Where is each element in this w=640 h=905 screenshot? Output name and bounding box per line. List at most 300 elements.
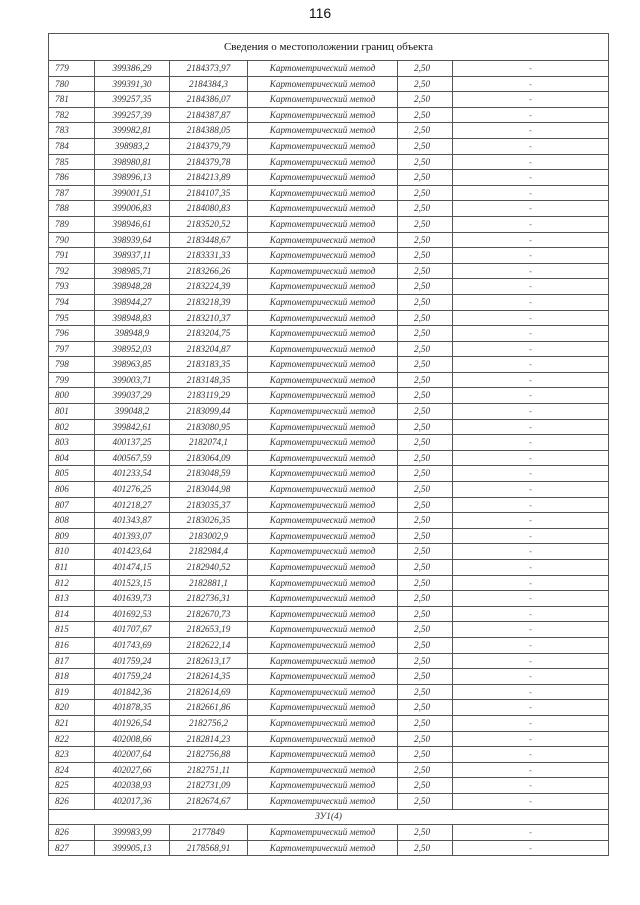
cell-coord-y: 2184213,89: [170, 170, 248, 186]
table-row: [49, 466, 609, 482]
cell-accuracy: 2,50: [398, 201, 453, 217]
cell-coord-y: 2182622,14: [170, 637, 248, 653]
cell-coord-x: 401218,27: [95, 497, 170, 513]
table-row: [49, 622, 609, 638]
cell-coord-y: 2184387,87: [170, 107, 248, 123]
cell-method: Картометрический метод: [248, 294, 398, 310]
table-row: [49, 715, 609, 731]
cell-accuracy: 2,50: [398, 294, 453, 310]
cell-method: Картометрический метод: [248, 715, 398, 731]
cell-method: Картометрический метод: [248, 700, 398, 716]
table-row: [49, 123, 609, 139]
cell-accuracy: 2,50: [398, 123, 453, 139]
cell-coord-y: 2183266,26: [170, 263, 248, 279]
cell-note: -: [453, 731, 609, 747]
cell-method: Картометрический метод: [248, 279, 398, 295]
cell-note: -: [453, 341, 609, 357]
cell-method: Картометрический метод: [248, 482, 398, 498]
cell-point-number: 799: [49, 372, 95, 388]
cell-coord-x: 399982,81: [95, 123, 170, 139]
cell-note: -: [453, 138, 609, 154]
cell-coord-y: 2182756,2: [170, 715, 248, 731]
cell-method: Картометрический метод: [248, 138, 398, 154]
cell-coord-x: 401233,54: [95, 466, 170, 482]
cell-coord-y: 2178568,91: [170, 840, 248, 856]
cell-note: -: [453, 544, 609, 560]
cell-coord-y: 2182731,09: [170, 778, 248, 794]
table-row: [49, 747, 609, 763]
cell-point-number: 827: [49, 840, 95, 856]
table-row: [49, 216, 609, 232]
cell-method: Картометрический метод: [248, 606, 398, 622]
cell-coord-x: 398948,83: [95, 310, 170, 326]
cell-point-number: 803: [49, 435, 95, 451]
cell-point-number: 817: [49, 653, 95, 669]
cell-point-number: 804: [49, 450, 95, 466]
cell-method: Картометрический метод: [248, 326, 398, 342]
cell-accuracy: 2,50: [398, 466, 453, 482]
cell-coord-x: 399391,30: [95, 76, 170, 92]
cell-coord-y: 2183002,9: [170, 528, 248, 544]
cell-coord-x: 398937,11: [95, 248, 170, 264]
cell-coord-x: 398939,64: [95, 232, 170, 248]
cell-accuracy: 2,50: [398, 216, 453, 232]
cell-method: Картометрический метод: [248, 419, 398, 435]
cell-note: -: [453, 92, 609, 108]
cell-accuracy: 2,50: [398, 591, 453, 607]
table-row: [49, 419, 609, 435]
cell-note: -: [453, 778, 609, 794]
cell-note: -: [453, 216, 609, 232]
cell-coord-y: 2182814,23: [170, 731, 248, 747]
cell-note: -: [453, 622, 609, 638]
table-row: [49, 528, 609, 544]
cell-note: -: [453, 310, 609, 326]
cell-coord-y: 2183331,33: [170, 248, 248, 264]
cell-coord-y: 2182653,19: [170, 622, 248, 638]
cell-point-number: 809: [49, 528, 95, 544]
cell-coord-x: 398985,71: [95, 263, 170, 279]
cell-coord-x: 399257,35: [95, 92, 170, 108]
cell-method: Картометрический метод: [248, 466, 398, 482]
cell-accuracy: 2,50: [398, 404, 453, 420]
cell-accuracy: 2,50: [398, 341, 453, 357]
cell-coord-x: 400137,25: [95, 435, 170, 451]
cell-method: Картометрический метод: [248, 92, 398, 108]
cell-point-number: 812: [49, 575, 95, 591]
cell-note: -: [453, 653, 609, 669]
cell-accuracy: 2,50: [398, 154, 453, 170]
cell-coord-y: 2184373,97: [170, 61, 248, 77]
table-row: [49, 388, 609, 404]
cell-accuracy: 2,50: [398, 388, 453, 404]
cell-note: -: [453, 357, 609, 373]
cell-point-number: 789: [49, 216, 95, 232]
cell-coord-x: 402017,36: [95, 793, 170, 809]
cell-point-number: 781: [49, 92, 95, 108]
table-row: [49, 107, 609, 123]
cell-point-number: 790: [49, 232, 95, 248]
cell-accuracy: 2,50: [398, 450, 453, 466]
table-row: [49, 497, 609, 513]
cell-coord-y: 2182984,4: [170, 544, 248, 560]
cell-coord-y: 2184107,35: [170, 185, 248, 201]
cell-coord-y: 2183048,59: [170, 466, 248, 482]
cell-note: -: [453, 700, 609, 716]
cell-note: -: [453, 388, 609, 404]
table-row: [49, 185, 609, 201]
cell-coord-x: 401639,73: [95, 591, 170, 607]
cell-note: -: [453, 201, 609, 217]
cell-accuracy: 2,50: [398, 513, 453, 529]
cell-method: Картометрический метод: [248, 450, 398, 466]
cell-note: -: [453, 684, 609, 700]
cell-method: Картометрический метод: [248, 435, 398, 451]
cell-method: Картометрический метод: [248, 653, 398, 669]
cell-point-number: 808: [49, 513, 95, 529]
table-row: [49, 170, 609, 186]
cell-method: Картометрический метод: [248, 76, 398, 92]
table-header-row: [49, 34, 609, 61]
cell-method: Картометрический метод: [248, 123, 398, 139]
cell-method: Картометрический метод: [248, 778, 398, 794]
cell-accuracy: 2,50: [398, 684, 453, 700]
table-row: [49, 92, 609, 108]
cell-coord-x: 402008,66: [95, 731, 170, 747]
cell-method: Картометрический метод: [248, 61, 398, 77]
table-row: [49, 513, 609, 529]
cell-accuracy: 2,50: [398, 669, 453, 685]
cell-coord-x: 399048,2: [95, 404, 170, 420]
table-row: [49, 61, 609, 77]
table-row: [49, 700, 609, 716]
cell-point-number: 785: [49, 154, 95, 170]
cell-accuracy: 2,50: [398, 575, 453, 591]
cell-note: -: [453, 637, 609, 653]
cell-note: -: [453, 575, 609, 591]
cell-coord-y: 2183044,98: [170, 482, 248, 498]
cell-coord-x: 398996,13: [95, 170, 170, 186]
cell-point-number: 784: [49, 138, 95, 154]
cell-coord-y: 2183224,39: [170, 279, 248, 295]
cell-coord-y: 2184379,79: [170, 138, 248, 154]
cell-coord-x: 401743,69: [95, 637, 170, 653]
cell-method: Картометрический метод: [248, 372, 398, 388]
cell-note: -: [453, 747, 609, 763]
cell-point-number: 806: [49, 482, 95, 498]
cell-point-number: 786: [49, 170, 95, 186]
cell-point-number: 780: [49, 76, 95, 92]
cell-point-number: 810: [49, 544, 95, 560]
cell-accuracy: 2,50: [398, 61, 453, 77]
cell-method: Картометрический метод: [248, 357, 398, 373]
cell-coord-x: 399001,51: [95, 185, 170, 201]
cell-coord-y: 2183204,75: [170, 326, 248, 342]
cell-method: Картометрический метод: [248, 513, 398, 529]
boundary-table: [48, 33, 609, 856]
cell-note: -: [453, 528, 609, 544]
table-row: [49, 372, 609, 388]
cell-accuracy: 2,50: [398, 170, 453, 186]
cell-note: -: [453, 606, 609, 622]
cell-coord-x: 398983,2: [95, 138, 170, 154]
cell-accuracy: 2,50: [398, 248, 453, 264]
cell-coord-y: 2183204,87: [170, 341, 248, 357]
cell-point-number: 795: [49, 310, 95, 326]
cell-method: Картометрический метод: [248, 154, 398, 170]
cell-coord-y: 2183183,35: [170, 357, 248, 373]
table-row: [49, 263, 609, 279]
cell-coord-x: 399003,71: [95, 372, 170, 388]
cell-accuracy: 2,50: [398, 544, 453, 560]
cell-note: -: [453, 715, 609, 731]
cell-note: -: [453, 372, 609, 388]
cell-point-number: 800: [49, 388, 95, 404]
table-row: [49, 653, 609, 669]
cell-accuracy: 2,50: [398, 700, 453, 716]
cell-note: -: [453, 76, 609, 92]
cell-method: Картометрический метод: [248, 622, 398, 638]
cell-method: Картометрический метод: [248, 544, 398, 560]
cell-accuracy: 2,50: [398, 606, 453, 622]
cell-coord-y: 2182670,73: [170, 606, 248, 622]
cell-method: Картометрический метод: [248, 248, 398, 264]
cell-coord-x: 401423,64: [95, 544, 170, 560]
cell-point-number: 802: [49, 419, 95, 435]
cell-note: -: [453, 419, 609, 435]
table-row: [49, 669, 609, 685]
table-row: [49, 450, 609, 466]
table-row: [49, 684, 609, 700]
cell-method: Картометрический метод: [248, 170, 398, 186]
cell-method: Картометрический метод: [248, 528, 398, 544]
cell-coord-y: 2182751,11: [170, 762, 248, 778]
cell-coord-x: 401926,54: [95, 715, 170, 731]
cell-coord-x: 401523,15: [95, 575, 170, 591]
cell-note: -: [453, 825, 609, 841]
cell-coord-x: 402038,93: [95, 778, 170, 794]
cell-accuracy: 2,50: [398, 138, 453, 154]
cell-accuracy: 2,50: [398, 762, 453, 778]
cell-note: -: [453, 762, 609, 778]
cell-coord-x: 398946,61: [95, 216, 170, 232]
cell-coord-x: 401842,36: [95, 684, 170, 700]
cell-coord-x: 398948,28: [95, 279, 170, 295]
cell-coord-x: 402027,66: [95, 762, 170, 778]
cell-accuracy: 2,50: [398, 310, 453, 326]
cell-note: -: [453, 248, 609, 264]
cell-note: -: [453, 513, 609, 529]
cell-coord-x: 401878,35: [95, 700, 170, 716]
cell-coord-x: 398948,9: [95, 326, 170, 342]
cell-note: -: [453, 591, 609, 607]
table-row: [49, 357, 609, 373]
cell-accuracy: 2,50: [398, 715, 453, 731]
cell-coord-y: 2183064,09: [170, 450, 248, 466]
cell-method: Картометрический метод: [248, 591, 398, 607]
cell-accuracy: 2,50: [398, 747, 453, 763]
section-label: ЗУ1(4): [49, 809, 609, 825]
cell-method: Картометрический метод: [248, 107, 398, 123]
cell-method: Картометрический метод: [248, 825, 398, 841]
cell-point-number: 791: [49, 248, 95, 264]
table-row: [49, 762, 609, 778]
cell-coord-y: 2183218,39: [170, 294, 248, 310]
table-row: [49, 248, 609, 264]
cell-method: Картометрический метод: [248, 232, 398, 248]
table-row: [49, 341, 609, 357]
cell-point-number: 822: [49, 731, 95, 747]
table-row: [49, 778, 609, 794]
cell-accuracy: 2,50: [398, 92, 453, 108]
table-row: [49, 637, 609, 653]
cell-method: Картометрический метод: [248, 497, 398, 513]
cell-coord-x: 398963,85: [95, 357, 170, 373]
cell-method: Картометрический метод: [248, 185, 398, 201]
cell-point-number: 816: [49, 637, 95, 653]
table-row: [49, 154, 609, 170]
cell-method: Картометрический метод: [248, 731, 398, 747]
cell-accuracy: 2,50: [398, 232, 453, 248]
cell-point-number: 821: [49, 715, 95, 731]
cell-note: -: [453, 326, 609, 342]
cell-point-number: 793: [49, 279, 95, 295]
cell-note: -: [453, 793, 609, 809]
cell-coord-y: 2184386,07: [170, 92, 248, 108]
cell-coord-x: 398952,03: [95, 341, 170, 357]
cell-note: -: [453, 404, 609, 420]
cell-accuracy: 2,50: [398, 840, 453, 856]
cell-accuracy: 2,50: [398, 482, 453, 498]
cell-method: Картометрический метод: [248, 388, 398, 404]
page-number: 116: [308, 5, 332, 21]
cell-coord-x: 401759,24: [95, 669, 170, 685]
cell-method: Картометрический метод: [248, 201, 398, 217]
table-row: [49, 76, 609, 92]
table-row: [49, 482, 609, 498]
cell-note: -: [453, 450, 609, 466]
cell-coord-y: 2182881,1: [170, 575, 248, 591]
cell-point-number: 823: [49, 747, 95, 763]
cell-coord-y: 2177849: [170, 825, 248, 841]
cell-point-number: 826: [49, 793, 95, 809]
cell-point-number: 819: [49, 684, 95, 700]
cell-coord-y: 2183210,37: [170, 310, 248, 326]
cell-point-number: 788: [49, 201, 95, 217]
cell-coord-x: 401276,25: [95, 482, 170, 498]
cell-point-number: 779: [49, 61, 95, 77]
cell-coord-y: 2183448,67: [170, 232, 248, 248]
table-row: [49, 294, 609, 310]
cell-accuracy: 2,50: [398, 435, 453, 451]
cell-coord-y: 2183080,95: [170, 419, 248, 435]
cell-coord-y: 2184080,83: [170, 201, 248, 217]
cell-coord-x: 398944,27: [95, 294, 170, 310]
cell-point-number: 811: [49, 560, 95, 576]
cell-accuracy: 2,50: [398, 653, 453, 669]
table-title: Сведения о местоположении границ объекта: [49, 34, 609, 61]
cell-coord-y: 2182940,52: [170, 560, 248, 576]
cell-coord-x: 401393,07: [95, 528, 170, 544]
table-row: [49, 279, 609, 295]
cell-coord-y: 2182756,88: [170, 747, 248, 763]
cell-method: Картометрический метод: [248, 637, 398, 653]
cell-coord-y: 2182613,17: [170, 653, 248, 669]
cell-note: -: [453, 482, 609, 498]
cell-note: -: [453, 154, 609, 170]
cell-note: -: [453, 497, 609, 513]
table-row: [49, 825, 609, 841]
cell-accuracy: 2,50: [398, 778, 453, 794]
table-row: [49, 591, 609, 607]
cell-method: Картометрический метод: [248, 263, 398, 279]
cell-coord-y: 2182661,86: [170, 700, 248, 716]
cell-coord-x: 401692,53: [95, 606, 170, 622]
table-row: [49, 435, 609, 451]
cell-accuracy: 2,50: [398, 357, 453, 373]
table-row: [49, 201, 609, 217]
cell-note: -: [453, 560, 609, 576]
cell-coord-x: 399006,83: [95, 201, 170, 217]
cell-point-number: 783: [49, 123, 95, 139]
cell-coord-x: 399386,29: [95, 61, 170, 77]
table-row: [49, 138, 609, 154]
cell-accuracy: 2,50: [398, 419, 453, 435]
cell-point-number: 818: [49, 669, 95, 685]
cell-method: Картометрический метод: [248, 669, 398, 685]
table-row: [49, 232, 609, 248]
cell-accuracy: 2,50: [398, 107, 453, 123]
cell-method: Картометрический метод: [248, 793, 398, 809]
cell-coord-x: 399037,29: [95, 388, 170, 404]
table-row: [49, 404, 609, 420]
cell-method: Картометрический метод: [248, 762, 398, 778]
cell-point-number: 825: [49, 778, 95, 794]
cell-coord-x: 399983,99: [95, 825, 170, 841]
cell-method: Картометрический метод: [248, 840, 398, 856]
table-row: [49, 544, 609, 560]
cell-accuracy: 2,50: [398, 825, 453, 841]
cell-coord-y: 2182736,31: [170, 591, 248, 607]
cell-accuracy: 2,50: [398, 497, 453, 513]
cell-coord-x: 399842,61: [95, 419, 170, 435]
cell-accuracy: 2,50: [398, 76, 453, 92]
cell-coord-x: 401474,15: [95, 560, 170, 576]
cell-coord-y: 2183520,52: [170, 216, 248, 232]
section-row: [49, 809, 609, 825]
table-row: [49, 731, 609, 747]
table-row: [49, 310, 609, 326]
cell-coord-x: 400567,59: [95, 450, 170, 466]
cell-accuracy: 2,50: [398, 622, 453, 638]
cell-note: -: [453, 669, 609, 685]
cell-accuracy: 2,50: [398, 263, 453, 279]
cell-coord-y: 2182074,1: [170, 435, 248, 451]
cell-coord-y: 2183035,37: [170, 497, 248, 513]
cell-point-number: 815: [49, 622, 95, 638]
cell-coord-y: 2184388,05: [170, 123, 248, 139]
cell-coord-x: 401759,24: [95, 653, 170, 669]
cell-method: Картометрический метод: [248, 560, 398, 576]
cell-method: Картометрический метод: [248, 404, 398, 420]
cell-point-number: 805: [49, 466, 95, 482]
cell-note: -: [453, 61, 609, 77]
cell-point-number: 797: [49, 341, 95, 357]
cell-method: Картометрический метод: [248, 575, 398, 591]
cell-point-number: 813: [49, 591, 95, 607]
cell-point-number: 807: [49, 497, 95, 513]
cell-note: -: [453, 123, 609, 139]
